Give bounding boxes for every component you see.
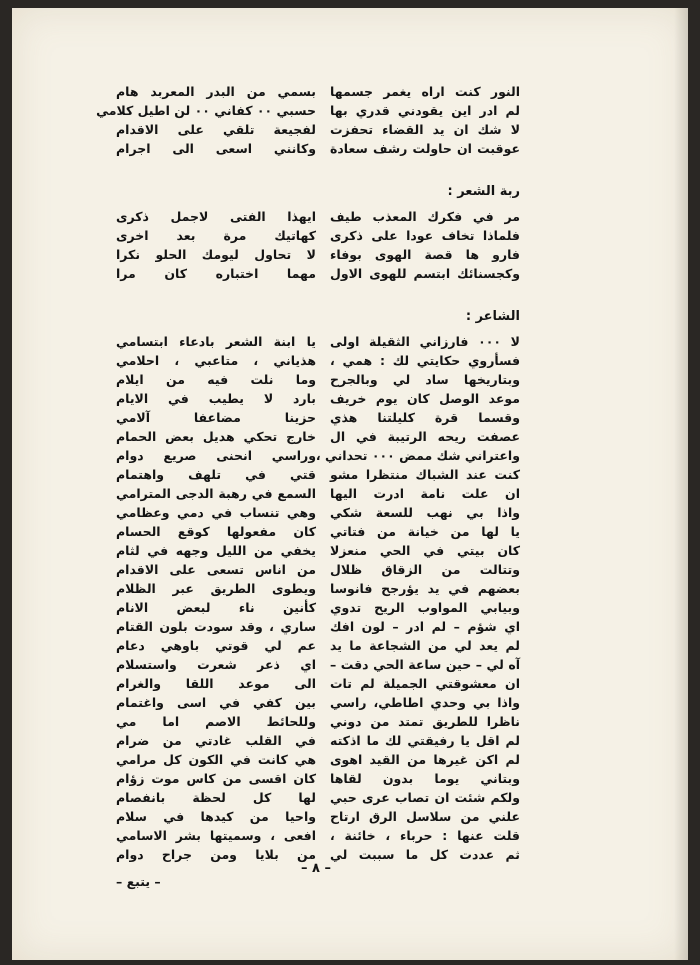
verse-line: وما نلت فيه من ايلام: [116, 372, 316, 387]
verse-line: بارد لا يطيب في الايام: [116, 391, 316, 406]
verse-line: ولكم شئت ان تصاب عرى حبي: [330, 790, 520, 805]
verse-line: ان علت نامة ادرت اليها: [330, 486, 520, 501]
verse-line: من بلايا ومن جراح دوام: [116, 847, 316, 862]
verse-line: قلت عنها : حرباء ، خائنة ،: [330, 828, 520, 843]
verse-line: وكانني اسعى الى اجرام: [116, 141, 316, 156]
verse-line: ناظرا للطريق تمتد من دوني: [330, 714, 520, 729]
verse-line: وكجسنائك ابتسم للهوى الاول: [330, 266, 520, 281]
verse-line: كان مفعولها كوقع الحسام: [116, 524, 316, 539]
verse-line: ثم عددت كل ما سببت لي: [330, 847, 520, 862]
right-poem-column: [315, 82, 520, 864]
verse-line: وهي تنساب في دمي وعظامي: [116, 505, 316, 520]
stanza-1: [330, 82, 520, 158]
verse-line: الى موعد اللقا والغرام: [116, 676, 316, 691]
verse-line: لفجيعة تلقي على الاقدام: [116, 122, 316, 137]
verse-line: واذا بي وحدي اطاطي، راسي: [330, 695, 520, 710]
verse-line: وقسما قرة كليلتنا هذي: [330, 410, 520, 425]
verse-line: لها كل لحظة بانفصام: [116, 790, 316, 805]
verse-line: عم لي قوتي باوهي دعام: [116, 638, 316, 653]
verse-line: وتتالت من الزقاق ظلال: [330, 562, 520, 577]
verse-line: موعد الوصل كان يوم خريف: [330, 391, 520, 406]
verse-line: آه لي – حين ساعة الحي دقت –: [330, 657, 520, 672]
verse-line: مر في فكرك المعذب طيف: [330, 209, 520, 224]
verse-line: فسأروي حكايتي لك : همي ،: [330, 353, 520, 368]
verse-line: في القلب غادتي من ضرام: [116, 733, 316, 748]
verse-line: واعتراني شك ممض ٠٠٠ تحداني ،: [315, 448, 520, 463]
verse-line: كأنين ناء لبعض الانام: [116, 600, 316, 615]
verse-line: مهما اختباره كان مرا: [116, 266, 316, 281]
verse-line: ساري ، وقد سودت بلون القتام: [116, 619, 316, 634]
scanned-page: [12, 8, 688, 960]
verse-line: اي ذعر شعرت واستسلام: [116, 657, 316, 672]
verse-line: وبتاريخها ساد لي وبالجرح: [330, 372, 520, 387]
verse-line: فلماذا تخاف عودا على ذكرى: [330, 228, 520, 243]
verse-line: وللحائط الاصم اما مي: [116, 714, 316, 729]
verse-line: يا ابنة الشعر بادعاء ابتسامي: [116, 334, 316, 349]
verse-line: بسمي من البدر المعربد هام: [116, 84, 316, 99]
verse-line: من اناس تسعى على الاقدام: [116, 562, 316, 577]
verse-line: لم يعد لي من الشجاعة ما يد: [330, 638, 520, 653]
verse-line: عصفت ريحه الرتيبة في ال: [330, 429, 520, 444]
verse-line: يا لها من خيانة من فتاتي: [330, 524, 520, 539]
verse-line: يخفي من الليل وجهه في لثام: [116, 543, 316, 558]
verse-line: هذياني ، متاعبي ، احلامي: [116, 353, 316, 368]
verse-line: كنت عند الشباك منتظرا مشو: [330, 467, 520, 482]
verse-line: بعضهم في يد يؤرجح فانوسا: [330, 581, 520, 596]
page-number: – ٨ –: [301, 861, 331, 876]
verse-line: ايهذا الفتى لاجمل ذكرى: [116, 209, 316, 224]
verse-line: لم اكن غيرها من القيد اهوى: [330, 752, 520, 767]
verse-line: وبيابي المواوب الريح تدوي: [330, 600, 520, 615]
verse-line: فارو ها قصة الهوى بوفاء: [330, 247, 520, 262]
verse-line: واحيا من كيدها في سلام: [116, 809, 316, 824]
verse-line: ان معشوقتي الجميلة لم تات: [330, 676, 520, 691]
verse-line: وراسي انحنى صريع دوام: [116, 448, 316, 463]
speaker-heading-poet: الشاعر :: [465, 309, 520, 324]
stanza-1: [96, 82, 316, 158]
verse-line: لا تحاول ليومك الحلو نكرا: [116, 247, 316, 262]
verse-line: افعى ، وسميتها بشر الاسامي: [116, 828, 316, 843]
verse-line: حزينا مضاعفا آلامي: [116, 410, 316, 425]
verse-line: عوقبت ان حاولت رشف سعادة: [330, 141, 520, 156]
verse-line: قتي في تلهف واهتمام: [116, 467, 316, 482]
verse-line: بين كفي في اسى واغتمام: [116, 695, 316, 710]
verse-line: لا ٠٠٠ فارزاني الثقيلة اولى: [330, 334, 520, 349]
left-poem-column: [96, 82, 316, 891]
verse-line: لم اقل يا رفيقتي لك ما اذكته: [330, 733, 520, 748]
verse-line: لا شك ان يد القضاء تحفزت: [330, 122, 520, 137]
to-be-continued-note: – يتبع –: [116, 874, 161, 889]
stanza-3: [315, 332, 520, 864]
verse-line: لم ادر اين يقودني قدري بها: [330, 103, 520, 118]
verse-line: واذا بي نهب للسعة شكي: [330, 505, 520, 520]
verse-line: خارج تحكي هديل بعض الحمام: [116, 429, 316, 444]
verse-line: النور كنت اراه يغمر جسمها: [330, 84, 520, 99]
stanza-2: [116, 207, 316, 283]
verse-line: علني من سلاسل الرق ارتاح: [330, 809, 520, 824]
verse-line: حسبي ٠٠ كفاني ٠٠ لن اطيل كلامي: [96, 103, 316, 118]
verse-line: اي شؤم – لم ادر – لون افك: [330, 619, 520, 634]
verse-line: هي كانت في الكون كل مرامي: [116, 752, 316, 767]
stanza-3: [116, 332, 316, 864]
verse-line: كان بيتي في الحي منعزلا: [330, 543, 520, 558]
verse-line: كان اقسى من كاس موت زؤام: [116, 771, 316, 786]
verse-line: وبتاني يوما بدون لقاها: [330, 771, 520, 786]
speaker-heading-muse: ربة الشعر :: [447, 184, 520, 199]
stanza-2: [330, 207, 520, 283]
verse-line: السمع في رهبة الدجى المترامي: [116, 486, 316, 501]
verse-line: كهاتيك مرة بعد اخرى: [116, 228, 316, 243]
verse-line: ويطوى الطريق عبر الظلام: [116, 581, 316, 596]
